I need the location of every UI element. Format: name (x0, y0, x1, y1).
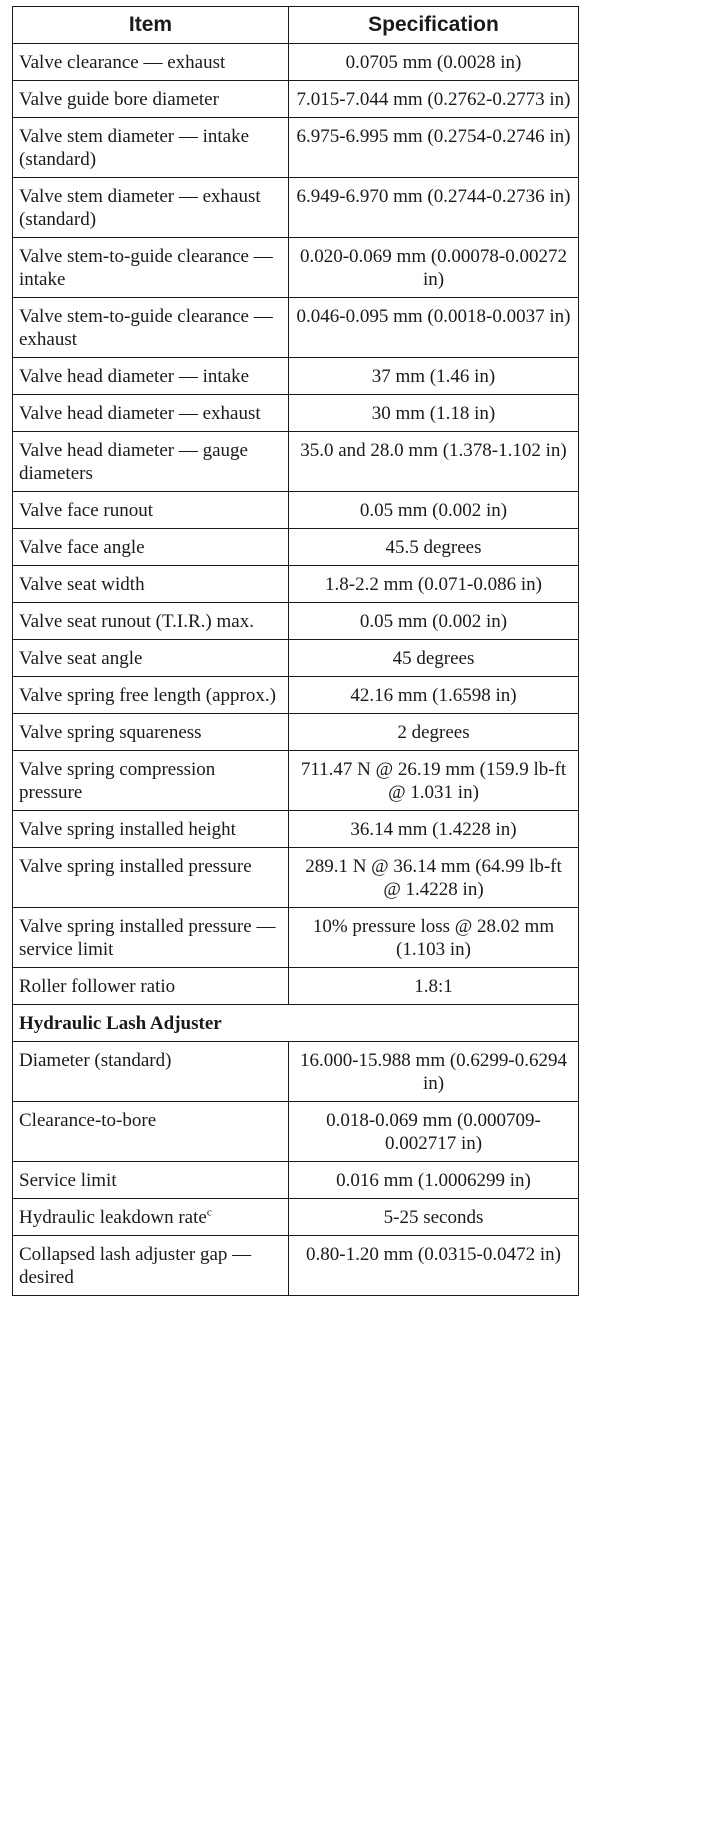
item-text: Valve spring squareness (19, 722, 202, 743)
table-row (13, 566, 579, 603)
specification-cell: 0.046-0.095 mm (0.0018-0.0037 in) (289, 298, 579, 358)
item-cell (13, 395, 289, 432)
table-row (13, 238, 579, 298)
table-row (13, 529, 579, 566)
table-row (13, 44, 579, 81)
specification-cell: 0.020-0.069 mm (0.00078-0.00272 in) (289, 238, 579, 298)
table-row (13, 298, 579, 358)
item-cell (13, 238, 289, 298)
specification-cell: 16.000-15.988 mm (0.6299-0.6294 in) (289, 1042, 579, 1102)
spec-document (12, 6, 578, 1296)
item-cell (13, 118, 289, 178)
item-text: Valve seat width (19, 574, 145, 595)
specification-cell: 5-25 seconds (289, 1199, 579, 1236)
table-row (13, 811, 579, 848)
table-row (13, 118, 579, 178)
item-cell (13, 1102, 289, 1162)
specification-cell: 37 mm (1.46 in) (289, 358, 579, 395)
header-row (13, 7, 579, 44)
table-row (13, 358, 579, 395)
table-row (13, 968, 579, 1005)
table-row (13, 677, 579, 714)
item-cell (13, 44, 289, 81)
specification-cell: 6.949-6.970 mm (0.2744-0.2736 in) (289, 178, 579, 238)
item-text: Hydraulic leakdown rate (19, 1207, 207, 1228)
item-text: Valve seat runout (T.I.R.) max. (19, 611, 254, 632)
specification-cell: 45 degrees (289, 640, 579, 677)
item-text: Valve spring installed height (19, 819, 236, 840)
item-cell (13, 968, 289, 1005)
item-cell (13, 714, 289, 751)
specification-table (12, 6, 579, 1296)
item-cell (13, 677, 289, 714)
table-row (13, 848, 579, 908)
specification-cell: 10% pressure loss @ 28.02 mm (1.103 in) (289, 908, 579, 968)
table-row (13, 908, 579, 968)
item-cell (13, 908, 289, 968)
item-text: Diameter (standard) (19, 1050, 172, 1071)
specification-cell: 1.8:1 (289, 968, 579, 1005)
item-text: Valve spring installed pressure (19, 856, 252, 877)
header-item: Item (13, 7, 289, 44)
item-text: Roller follower ratio (19, 976, 176, 997)
item-text: Valve clearance — exhaust (19, 52, 226, 73)
item-text: Valve stem-to-guide clearance — exhaust (19, 306, 273, 350)
item-cell (13, 566, 289, 603)
item-text: Valve spring installed pressure — service limit (19, 916, 276, 960)
item-cell (13, 603, 289, 640)
item-cell (13, 1236, 289, 1296)
item-text: Valve face angle (19, 537, 145, 558)
specification-cell: 7.015-7.044 mm (0.2762-0.2773 in) (289, 81, 579, 118)
item-cell (13, 1162, 289, 1199)
specification-cell: 6.975-6.995 mm (0.2754-0.2746 in) (289, 118, 579, 178)
item-text: Valve head diameter — exhaust (19, 403, 261, 424)
table-row (13, 751, 579, 811)
item-cell (13, 492, 289, 529)
item-text: Valve head diameter — intake (19, 366, 250, 387)
header-specification: Specification (289, 7, 579, 44)
item-cell (13, 298, 289, 358)
specification-cell: 30 mm (1.18 in) (289, 395, 579, 432)
item-text: Valve stem diameter — intake (standard) (19, 126, 250, 170)
item-text: Valve guide bore diameter (19, 89, 219, 110)
specification-cell: 36.14 mm (1.4228 in) (289, 811, 579, 848)
table-row (13, 1199, 579, 1236)
table-row (13, 492, 579, 529)
section-row (13, 1005, 579, 1042)
table-row (13, 395, 579, 432)
item-text: Valve spring compression pressure (19, 759, 216, 803)
item-text: Valve head diameter — gauge diameters (19, 440, 248, 484)
specification-cell: 0.80-1.20 mm (0.0315-0.0472 in) (289, 1236, 579, 1296)
item-text: Valve stem-to-guide clearance — intake (19, 246, 273, 290)
item-cell (13, 640, 289, 677)
specification-cell: 1.8-2.2 mm (0.071-0.086 in) (289, 566, 579, 603)
table-row (13, 603, 579, 640)
item-cell (13, 1199, 289, 1236)
table-body (13, 44, 579, 1296)
table-row (13, 640, 579, 677)
table-row (13, 1042, 579, 1102)
specification-cell: 711.47 N @ 26.19 mm (159.9 lb-ft @ 1.031 in) (289, 751, 579, 811)
specification-cell: 0.05 mm (0.002 in) (289, 603, 579, 640)
table-row (13, 714, 579, 751)
item-cell (13, 751, 289, 811)
item-cell (13, 432, 289, 492)
table-row (13, 178, 579, 238)
table-row (13, 81, 579, 118)
specification-cell: 0.0705 mm (0.0028 in) (289, 44, 579, 81)
table-row (13, 1162, 579, 1199)
item-text: Valve stem diameter — exhaust (standard) (19, 186, 261, 230)
table-row (13, 1236, 579, 1296)
item-cell (13, 529, 289, 566)
specification-cell: 42.16 mm (1.6598 in) (289, 677, 579, 714)
item-cell (13, 811, 289, 848)
item-cell (13, 81, 289, 118)
item-text: Valve spring free length (approx.) (19, 685, 276, 706)
specification-cell: 0.016 mm (1.0006299 in) (289, 1162, 579, 1199)
item-text: Valve seat angle (19, 648, 143, 669)
footnote-marker: c (206, 1206, 212, 1219)
item-text: Collapsed lash adjuster gap — desired (19, 1244, 252, 1288)
item-text: Clearance-to-bore (19, 1110, 157, 1131)
item-text: Service limit (19, 1170, 117, 1191)
specification-cell: 0.05 mm (0.002 in) (289, 492, 579, 529)
item-cell (13, 1042, 289, 1102)
item-cell (13, 358, 289, 395)
item-cell (13, 848, 289, 908)
item-cell (13, 178, 289, 238)
section-heading: Hydraulic Lash Adjuster (13, 1005, 579, 1042)
specification-cell: 2 degrees (289, 714, 579, 751)
table-row (13, 1102, 579, 1162)
specification-cell: 289.1 N @ 36.14 mm (64.99 lb-ft @ 1.4228 in) (289, 848, 579, 908)
table-row (13, 432, 579, 492)
item-text: Valve face runout (19, 500, 153, 521)
specification-cell: 45.5 degrees (289, 529, 579, 566)
specification-cell: 0.018-0.069 mm (0.000709-0.002717 in) (289, 1102, 579, 1162)
specification-cell: 35.0 and 28.0 mm (1.378-1.102 in) (289, 432, 579, 492)
